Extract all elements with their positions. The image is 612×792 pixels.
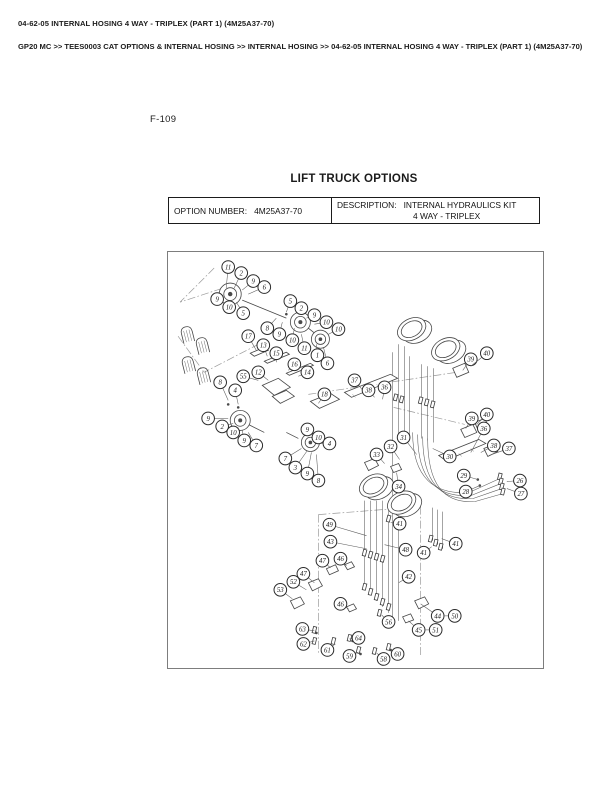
callout-balloon — [464, 353, 477, 366]
svg-text:41: 41 — [396, 521, 404, 529]
callout-balloon — [202, 412, 215, 425]
callout-balloon — [238, 434, 251, 447]
svg-text:4: 4 — [327, 440, 332, 448]
callout-balloon — [288, 358, 301, 371]
callout-balloon — [296, 623, 309, 636]
svg-text:52: 52 — [289, 579, 297, 587]
callout-balloon — [321, 644, 334, 657]
svg-text:10: 10 — [288, 337, 296, 345]
svg-text:5: 5 — [241, 310, 245, 318]
svg-text:2: 2 — [220, 423, 224, 431]
callout-balloon — [503, 442, 516, 455]
callout-balloon — [316, 554, 329, 567]
svg-text:11: 11 — [301, 345, 308, 353]
figure-reference: F-109 — [150, 114, 177, 125]
svg-text:30: 30 — [446, 453, 454, 461]
svg-text:27: 27 — [517, 490, 525, 498]
svg-text:6: 6 — [325, 360, 330, 368]
callout-balloon — [261, 322, 274, 335]
svg-text:7: 7 — [283, 455, 288, 463]
callout-balloon — [308, 309, 321, 322]
callout-balloon — [370, 448, 383, 461]
svg-text:4: 4 — [233, 387, 237, 395]
svg-text:47: 47 — [299, 571, 307, 579]
svg-text:61: 61 — [324, 647, 331, 655]
svg-text:10: 10 — [225, 304, 233, 312]
svg-text:40: 40 — [483, 350, 491, 358]
svg-text:5: 5 — [288, 298, 293, 306]
svg-text:33: 33 — [373, 451, 380, 459]
svg-text:51: 51 — [432, 627, 440, 635]
callout-balloon — [301, 423, 314, 436]
callout-balloon — [321, 357, 334, 370]
svg-text:59: 59 — [346, 653, 353, 661]
svg-text:7: 7 — [254, 442, 258, 450]
svg-text:9: 9 — [277, 331, 282, 339]
callout-balloon — [295, 302, 308, 315]
svg-text:11: 11 — [225, 264, 232, 272]
callout-balloon — [237, 307, 250, 320]
svg-text:58: 58 — [380, 656, 387, 664]
svg-text:60: 60 — [394, 651, 401, 659]
callout-balloon — [289, 461, 302, 474]
svg-text:1: 1 — [315, 352, 320, 360]
exploded-parts-diagram — [167, 251, 544, 669]
svg-text:9: 9 — [206, 415, 210, 423]
svg-text:63: 63 — [298, 626, 306, 634]
breadcrumb: GP20 MC >> TEES0003 CAT OPTIONS & INTERNAL HOSING >> INTERNAL HOSING >> 04-62-05 INTERNAL HOSING 4 WAY - TRIPLEX (PART 1) (4M25A37-70) — [18, 42, 583, 51]
callout-balloon — [320, 316, 333, 329]
description-value: INTERNAL HYDRAULICS KIT — [403, 200, 517, 210]
callout-balloon — [399, 543, 412, 556]
callout-balloon — [323, 437, 336, 450]
option-number-cell — [169, 198, 332, 224]
svg-text:62: 62 — [299, 641, 307, 649]
callout-balloon — [481, 347, 494, 360]
svg-text:37: 37 — [505, 445, 513, 453]
callout-balloon — [274, 583, 287, 596]
svg-text:9: 9 — [305, 470, 310, 478]
svg-text:32: 32 — [387, 443, 394, 451]
callout-balloon — [250, 439, 263, 452]
svg-text:10: 10 — [335, 326, 342, 334]
svg-text:36: 36 — [381, 384, 388, 392]
callout-balloon — [397, 431, 410, 444]
callout-balloon — [477, 422, 490, 435]
svg-text:40: 40 — [483, 411, 491, 419]
callout-balloon — [223, 301, 236, 314]
svg-text:39: 39 — [468, 415, 476, 423]
svg-text:43: 43 — [327, 539, 334, 547]
svg-text:18: 18 — [321, 391, 328, 399]
callout-balloon — [459, 485, 472, 498]
callout-balloon — [343, 650, 356, 663]
callout-balloon — [412, 624, 425, 637]
callout-balloon — [211, 293, 224, 306]
svg-text:48: 48 — [402, 547, 410, 555]
svg-text:28: 28 — [462, 488, 470, 496]
svg-text:10: 10 — [323, 319, 330, 327]
callout-balloon — [273, 328, 286, 341]
description-label: DESCRIPTION: — [337, 200, 397, 210]
svg-text:55: 55 — [239, 373, 247, 381]
callout-balloon — [515, 487, 528, 500]
callout-balloon — [301, 467, 314, 480]
callout-balloon — [429, 624, 442, 637]
callout-balloon — [242, 330, 255, 343]
callout-balloon — [279, 452, 292, 465]
callout-balloon — [392, 480, 405, 493]
callout-balloon — [284, 295, 297, 308]
svg-text:13: 13 — [259, 342, 267, 350]
svg-text:34: 34 — [395, 483, 403, 491]
callout-balloon — [297, 638, 310, 651]
callout-balloon — [382, 616, 395, 629]
callout-balloon — [457, 469, 470, 482]
svg-text:9: 9 — [215, 296, 219, 304]
callout-balloon — [514, 474, 527, 487]
callout-balloon — [488, 439, 501, 452]
callout-balloon — [227, 426, 240, 439]
svg-text:16: 16 — [290, 361, 298, 369]
svg-text:41: 41 — [452, 541, 460, 549]
options-table-row — [169, 198, 540, 224]
svg-text:2: 2 — [239, 270, 243, 278]
description-line1 — [337, 200, 534, 211]
svg-text:6: 6 — [262, 284, 266, 292]
svg-text:9: 9 — [312, 312, 317, 320]
svg-text:8: 8 — [218, 379, 222, 387]
callout-balloon — [402, 570, 415, 583]
callout-balloon — [252, 366, 265, 379]
callout-balloon — [229, 384, 242, 397]
svg-text:41: 41 — [420, 550, 428, 558]
callout-balloon — [301, 366, 314, 379]
svg-text:49: 49 — [326, 522, 333, 530]
svg-text:3: 3 — [293, 464, 298, 472]
svg-text:10: 10 — [229, 429, 237, 437]
callout-balloon — [481, 408, 494, 421]
svg-text:39: 39 — [467, 356, 475, 364]
svg-text:8: 8 — [265, 325, 269, 333]
callout-balloon — [324, 535, 337, 548]
svg-text:9: 9 — [305, 426, 310, 434]
callout-balloon — [352, 632, 365, 645]
svg-text:10: 10 — [315, 434, 322, 442]
callout-balloon — [323, 518, 336, 531]
callout-balloon — [362, 384, 375, 397]
callout-balloon — [235, 267, 248, 280]
option-number-label: OPTION NUMBER: — [174, 205, 248, 216]
callout-balloon — [286, 334, 299, 347]
callout-balloon — [312, 474, 325, 487]
callout-balloon — [384, 440, 397, 453]
callout-balloon — [391, 648, 404, 661]
svg-text:45: 45 — [415, 627, 423, 635]
svg-text:44: 44 — [434, 613, 442, 621]
svg-text:50: 50 — [451, 613, 459, 621]
callout-balloon — [417, 546, 430, 559]
options-table — [168, 197, 540, 224]
svg-text:9: 9 — [251, 278, 255, 286]
callout-balloon — [377, 653, 390, 666]
svg-text:38: 38 — [365, 387, 372, 395]
svg-text:31: 31 — [400, 434, 408, 442]
callout-balloon — [378, 381, 391, 394]
svg-text:42: 42 — [405, 574, 413, 582]
svg-text:53: 53 — [276, 587, 284, 595]
callout-balloon — [431, 610, 444, 623]
callout-balloon — [465, 412, 478, 425]
svg-text:17: 17 — [244, 333, 252, 341]
svg-text:14: 14 — [303, 369, 311, 377]
callout-balloon — [270, 347, 283, 360]
svg-text:46: 46 — [337, 556, 344, 564]
callout-balloon — [298, 342, 311, 355]
options-heading: LIFT TRUCK OPTIONS — [290, 173, 418, 185]
callout-balloon — [348, 374, 361, 387]
svg-text:56: 56 — [385, 619, 392, 627]
callout-balloon — [334, 552, 347, 565]
callout-balloon — [287, 575, 300, 588]
option-number-value: 4M25A37-70 — [254, 205, 303, 216]
svg-text:29: 29 — [460, 472, 468, 480]
svg-text:38: 38 — [490, 442, 498, 450]
callout-balloon — [214, 376, 227, 389]
callout-balloon — [332, 323, 345, 336]
svg-text:9: 9 — [242, 437, 246, 445]
callout-balloon — [448, 610, 461, 623]
callout-balloon — [237, 370, 250, 383]
svg-text:64: 64 — [355, 635, 362, 643]
callout-balloon — [443, 450, 456, 463]
svg-text:12: 12 — [254, 369, 262, 377]
callout-balloon — [222, 261, 235, 274]
svg-text:8: 8 — [316, 477, 321, 485]
svg-text:15: 15 — [272, 350, 280, 358]
callout-balloon — [449, 537, 462, 550]
exploded-diagram-svg — [168, 252, 543, 668]
description-line2: 4 WAY - TRIPLEX — [413, 210, 481, 221]
callout-balloon — [334, 598, 347, 611]
page-title: 04-62-05 INTERNAL HOSING 4 WAY - TRIPLEX (PART 1) (4M25A37-70) — [18, 19, 275, 28]
svg-text:36: 36 — [480, 425, 488, 433]
callout-balloon — [318, 388, 331, 401]
callout-balloon — [393, 517, 406, 530]
svg-text:2: 2 — [299, 305, 304, 313]
svg-text:26: 26 — [516, 477, 524, 485]
description-cell — [332, 198, 540, 224]
svg-text:37: 37 — [351, 377, 358, 385]
callout-balloon — [257, 339, 270, 352]
svg-text:47: 47 — [319, 558, 326, 566]
svg-text:46: 46 — [337, 601, 344, 609]
callout-balloon — [258, 281, 271, 294]
